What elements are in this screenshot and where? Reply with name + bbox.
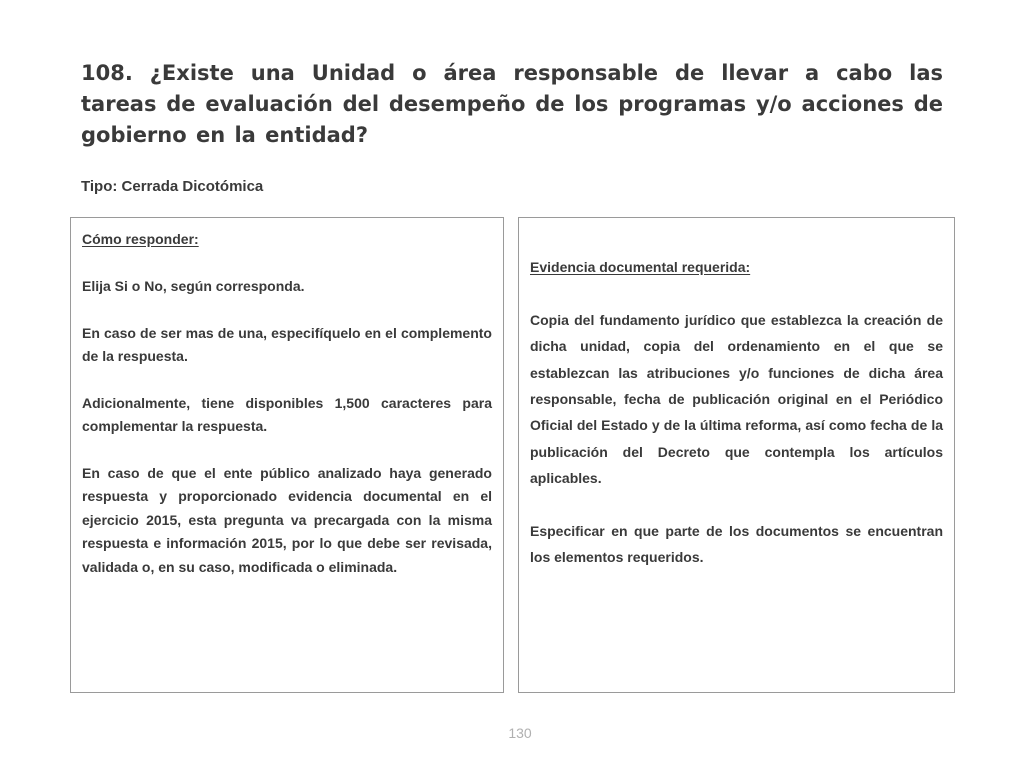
how-to-answer-paragraph: Adicionalmente, tiene disponibles 1,500 caracteres para complementar la respuesta. — [82, 394, 492, 435]
how-to-answer-panel — [70, 217, 504, 693]
evidence-paragraph: Copia del fundamento jurídico que establezca la creación de dicha unidad, copia del ordenamiento en el que se establezcan las atribuciones y/o funciones de dicha área responsable, fecha de publicación original en el Periódico Oficial del Estado y de la última reforma, así como fecha de la publicación del Decreto que contempla los artículos aplicables. — [530, 311, 943, 487]
evidence-panel — [518, 217, 955, 693]
question-title: 108. ¿Existe una Unidad o área responsable de llevar a cabo las tareas de evaluación del desempeño de los programas y/o acciones de gobierno en la entidad? — [81, 61, 943, 147]
page-number: 130 — [508, 725, 532, 741]
evidence-paragraph: Especificar en que parte de los documentos se encuentran los elementos requeridos. — [530, 523, 943, 566]
how-to-answer-paragraph: Elija Si o No, según corresponda. — [82, 277, 305, 294]
question-type: Tipo: Cerrada Dicotómica — [81, 178, 264, 195]
how-to-answer-paragraph: En caso de ser mas de una, especifíquelo en el complemento de la respuesta. — [82, 324, 492, 364]
how-to-answer-heading: Cómo responder: — [82, 231, 199, 247]
evidence-heading: Evidencia documental requerida: — [530, 259, 751, 275]
how-to-answer-paragraph: En caso de que el ente público analizado haya generado respuesta y proporcionado evidencia documental en el ejercicio 2015, esta pregunta va precargada con la misma respuesta e información 2015, por lo que debe ser revisada, validada o, en su caso, modificada o eliminada. — [82, 465, 492, 575]
